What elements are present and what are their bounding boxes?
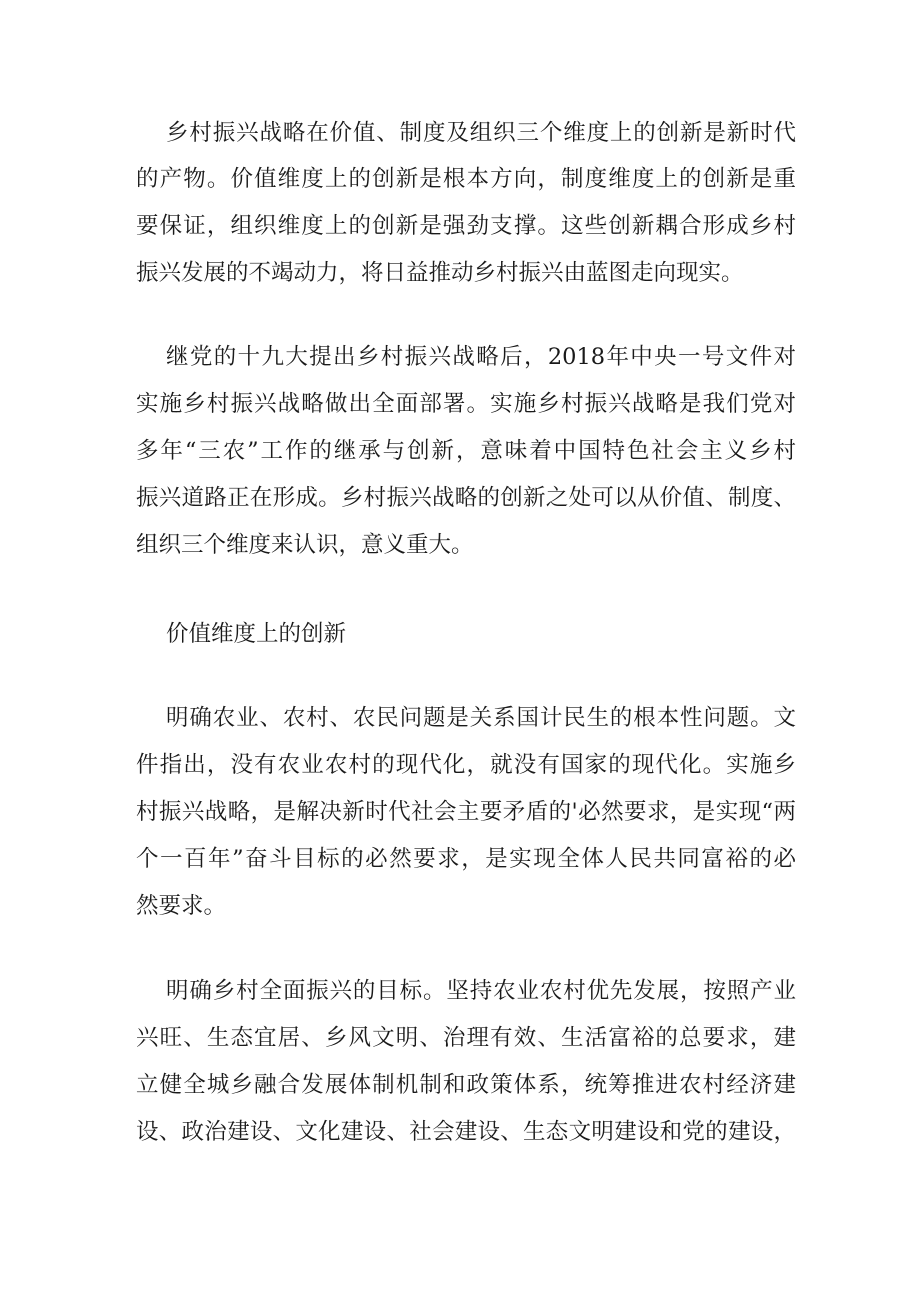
paragraph-3-line-3: 村振兴战略，是解决新时代社会主要矛盾的'必然要求，是实现“两 — [136, 799, 796, 825]
paragraph-2-line-5: 组织三个维度来认识，意义重大。 — [136, 532, 474, 558]
paragraph-2-line-1: 继党的十九大提出乡村振兴战略后，2018年中央一号文件对 — [166, 344, 796, 370]
paragraph-3-line-5: 然要求。 — [136, 893, 227, 919]
paragraph-1-line-3: 要保证，组织维度上的创新是强劲支撑。这些创新耦合形成乡村 — [136, 213, 796, 239]
paragraph-1-line-1: 乡村振兴战略在价值、制度及组织三个维度上的创新是新时代 — [166, 120, 796, 146]
paragraph-2-line-4: 振兴道路正在形成。乡村振兴战略的创新之处可以从价值、制度、 — [136, 485, 796, 511]
paragraph-4-line-4: 设、政治建设、文化建设、社会建设、生态文明建设和党的建设， — [136, 1119, 796, 1145]
paragraph-3-line-4: 个一百年”奋斗目标的必然要求，是实现全体人民共同富裕的必 — [136, 846, 796, 872]
paragraph-4-line-3: 立健全城乡融合发展体制机制和政策体系，统筹推进农村经济建 — [136, 1072, 796, 1098]
paragraph-1-line-4: 振兴发展的不竭动力，将日益推动乡村振兴由蓝图走向现实。 — [136, 260, 744, 286]
paragraph-4-line-2: 兴旺、生态宜居、乡风文明、治理有效、生活富裕的总要求，建 — [136, 1025, 796, 1051]
paragraph-3-line-2: 件指出，没有农业农村的现代化，就没有国家的现代化。实施乡 — [136, 752, 796, 778]
paragraph-1-line-2: 的产物。价值维度上的创新是根本方向，制度维度上的创新是重 — [136, 166, 796, 192]
paragraph-2-line-3: 多年“三农”工作的继承与创新，意味着中国特色社会主义乡村 — [136, 438, 796, 464]
paragraph-3-line-1: 明确农业、农村、农民问题是关系国计民生的根本性问题。文 — [166, 705, 796, 731]
paragraph-4-line-1: 明确乡村全面振兴的目标。坚持农业农村优先发展，按照产业 — [166, 978, 796, 1004]
section-heading: 价值维度上的创新 — [166, 621, 347, 647]
paragraph-2-line-2: 实施乡村振兴战略做出全面部署。实施乡村振兴战略是我们党对 — [136, 391, 796, 417]
